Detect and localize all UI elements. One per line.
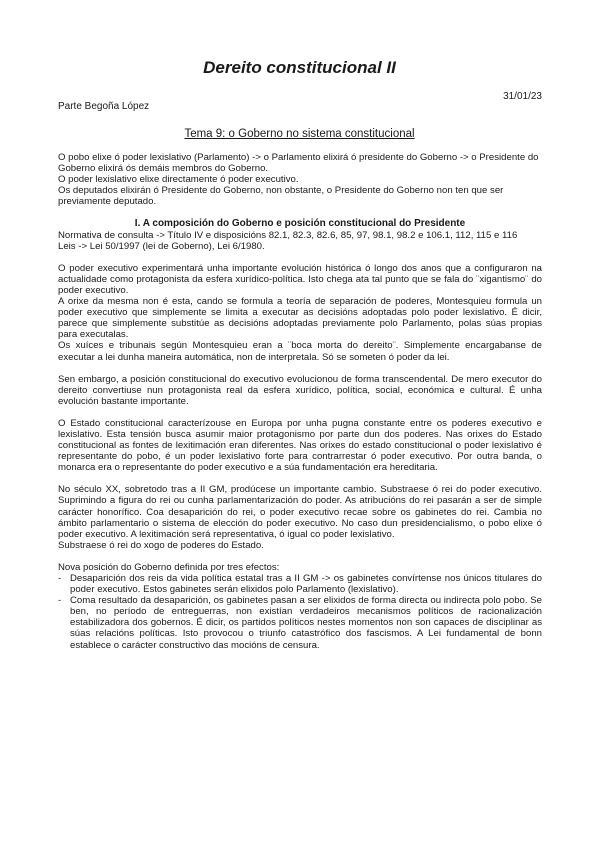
norms-line: Normativa de consulta -> Título IV e disposicións 82.1, 82.3, 82.6, 85, 97, 98.1, 98.2 e 106.1, 112, 115 e 116 [58,229,518,241]
list-item [58,595,542,650]
paragraph: Os xuíces e tribunais según Montesquieu eran a ¨boca morta do dereito¨. Simplemente encargabanse de executar a lei dunha maneira automática, non de interpretala. Só se someten ó poder da lei. [58,340,542,363]
list-lead: Nova posición do Goberno definida por tres efectos: [58,561,280,573]
paragraph: No século XX, sobretodo tras a II GM, prodúcese un importante cambio. Substraese ó rei do poder executivo. Suprimindo a figura do rei ou cunha parlamentarización do poder. As atribucións do rei pasarán a ser de simple carácter honorífico. Coa desaparición do rei, o poder executivo recae sobre os gabinetes do rei. Cambia no ámbito parlamentario o sistema de elección do poder executivo. No caso dun presidencialismo, o pobo elixe ó poder executivo. A lexitimación será representativa, ó igual co poder lexislativo. [58,484,542,540]
document-body [58,152,542,651]
paragraph: Substraese ó rei do xogo de poderes do Estado. [58,539,264,551]
dash-bullet: - [58,573,62,584]
paragraph: O poder executivo experimentará unha importante evolución histórica ó longo dos anos que a configuraron na actualidade como protagonista da esfera xurídico-política. Isto chega ata tal punto que se fala do ¨xigantismo¨ do poder executivo. [58,262,542,296]
intro-line: Os deputados elixirán ó Presidente do Goberno, non obstante, o Presidente do Goberno non ten que ser previamente deputado. [58,185,504,208]
intro-line: O poder lexislativo elixe directamente ó poder executivo. [58,174,299,186]
effects-list [58,573,542,651]
dash-bullet: - [58,595,62,607]
document-author: Parte Begoña López [58,101,150,112]
laws-line: Leis -> Lei 50/1997 (lei de Goberno), Lei 6/1980. [58,240,265,252]
section-heading: I. A composición do Goberno e posición constitucional do Presidente [134,218,466,230]
document-date: 31/01/23 [503,91,542,102]
paragraph: O Estado constitucional caracterízouse en Europa por unha pugna constante entre os poderes executivo e lexislativo. Esta tensión busca asumir maior protagonismo por parte dun dos poderes. Nas orixes do Estado constitucional as fontes de lexitimación eran diferentes. Nas orixes do estado constitucional o poder lexislativo é representante do pobo, é un poder lexislativo forte para contrarrestar ó poder executivo. Por outra banda, o monarca era o representante do poder executivo e a súa fundamentación era hereditaria. [58,417,542,474]
topic-heading: Tema 9: o Goberno no sistema constitucional [184,128,415,140]
document-title: Dereito constitucional II [203,58,396,77]
list-item-text: Desaparición dos reis da vida política estatal tras a II GM -> os gabinetes convírtense nos únicos titulares do poder executivo. Estos gabinetes serán elixidos polo Parlamento (lexislativo). [70,573,542,596]
list-item-text: Coma resultado da desaparición, os gabinetes pasan a ser elixidos de forma directa ou indirecta polo pobo. Se ben, no período de entreguerras, non existían verdadeiros mecanismos políticos de racionalización estabilizadora dos gobernos. É dicir, os partidos políticos nestes momentos non son capaces de disciplinar as súas relacións políticas. Isto provocou o triunfo catastrófico dos fascismos. A Lei fundamental de bonn establece o carácter constructivo das mocións de censura. [70,595,542,651]
intro-line: O pobo elixe ó poder lexislativo (Parlamento) -> o Parlamento elixirá ó presidente do Goberno -> o Presidente do Goberno elixirá ós demáis membros do Goberno. [58,152,539,175]
list-item [58,573,542,595]
paragraph: A orixe da mesma non é esta, cando se formula a teoría de separación de poderes, Montesquieu formula un poder executivo que simplemente se limita a executar as decisións adoptadas polo poder lexislativo. É dicir, parece que simplemente substitúe as decisións adoptadas previamente polo Parlamento, polas súas propias para executalas. [58,296,542,341]
paragraph: Sen embargo, a posición constitucional do executivo evolucionou de forma transcendental. De mero executor do dereito convertiuse nun protagonista real da esfera xurídico, política, social, económica e cultural. É unha evolución bastante importante. [58,373,542,407]
